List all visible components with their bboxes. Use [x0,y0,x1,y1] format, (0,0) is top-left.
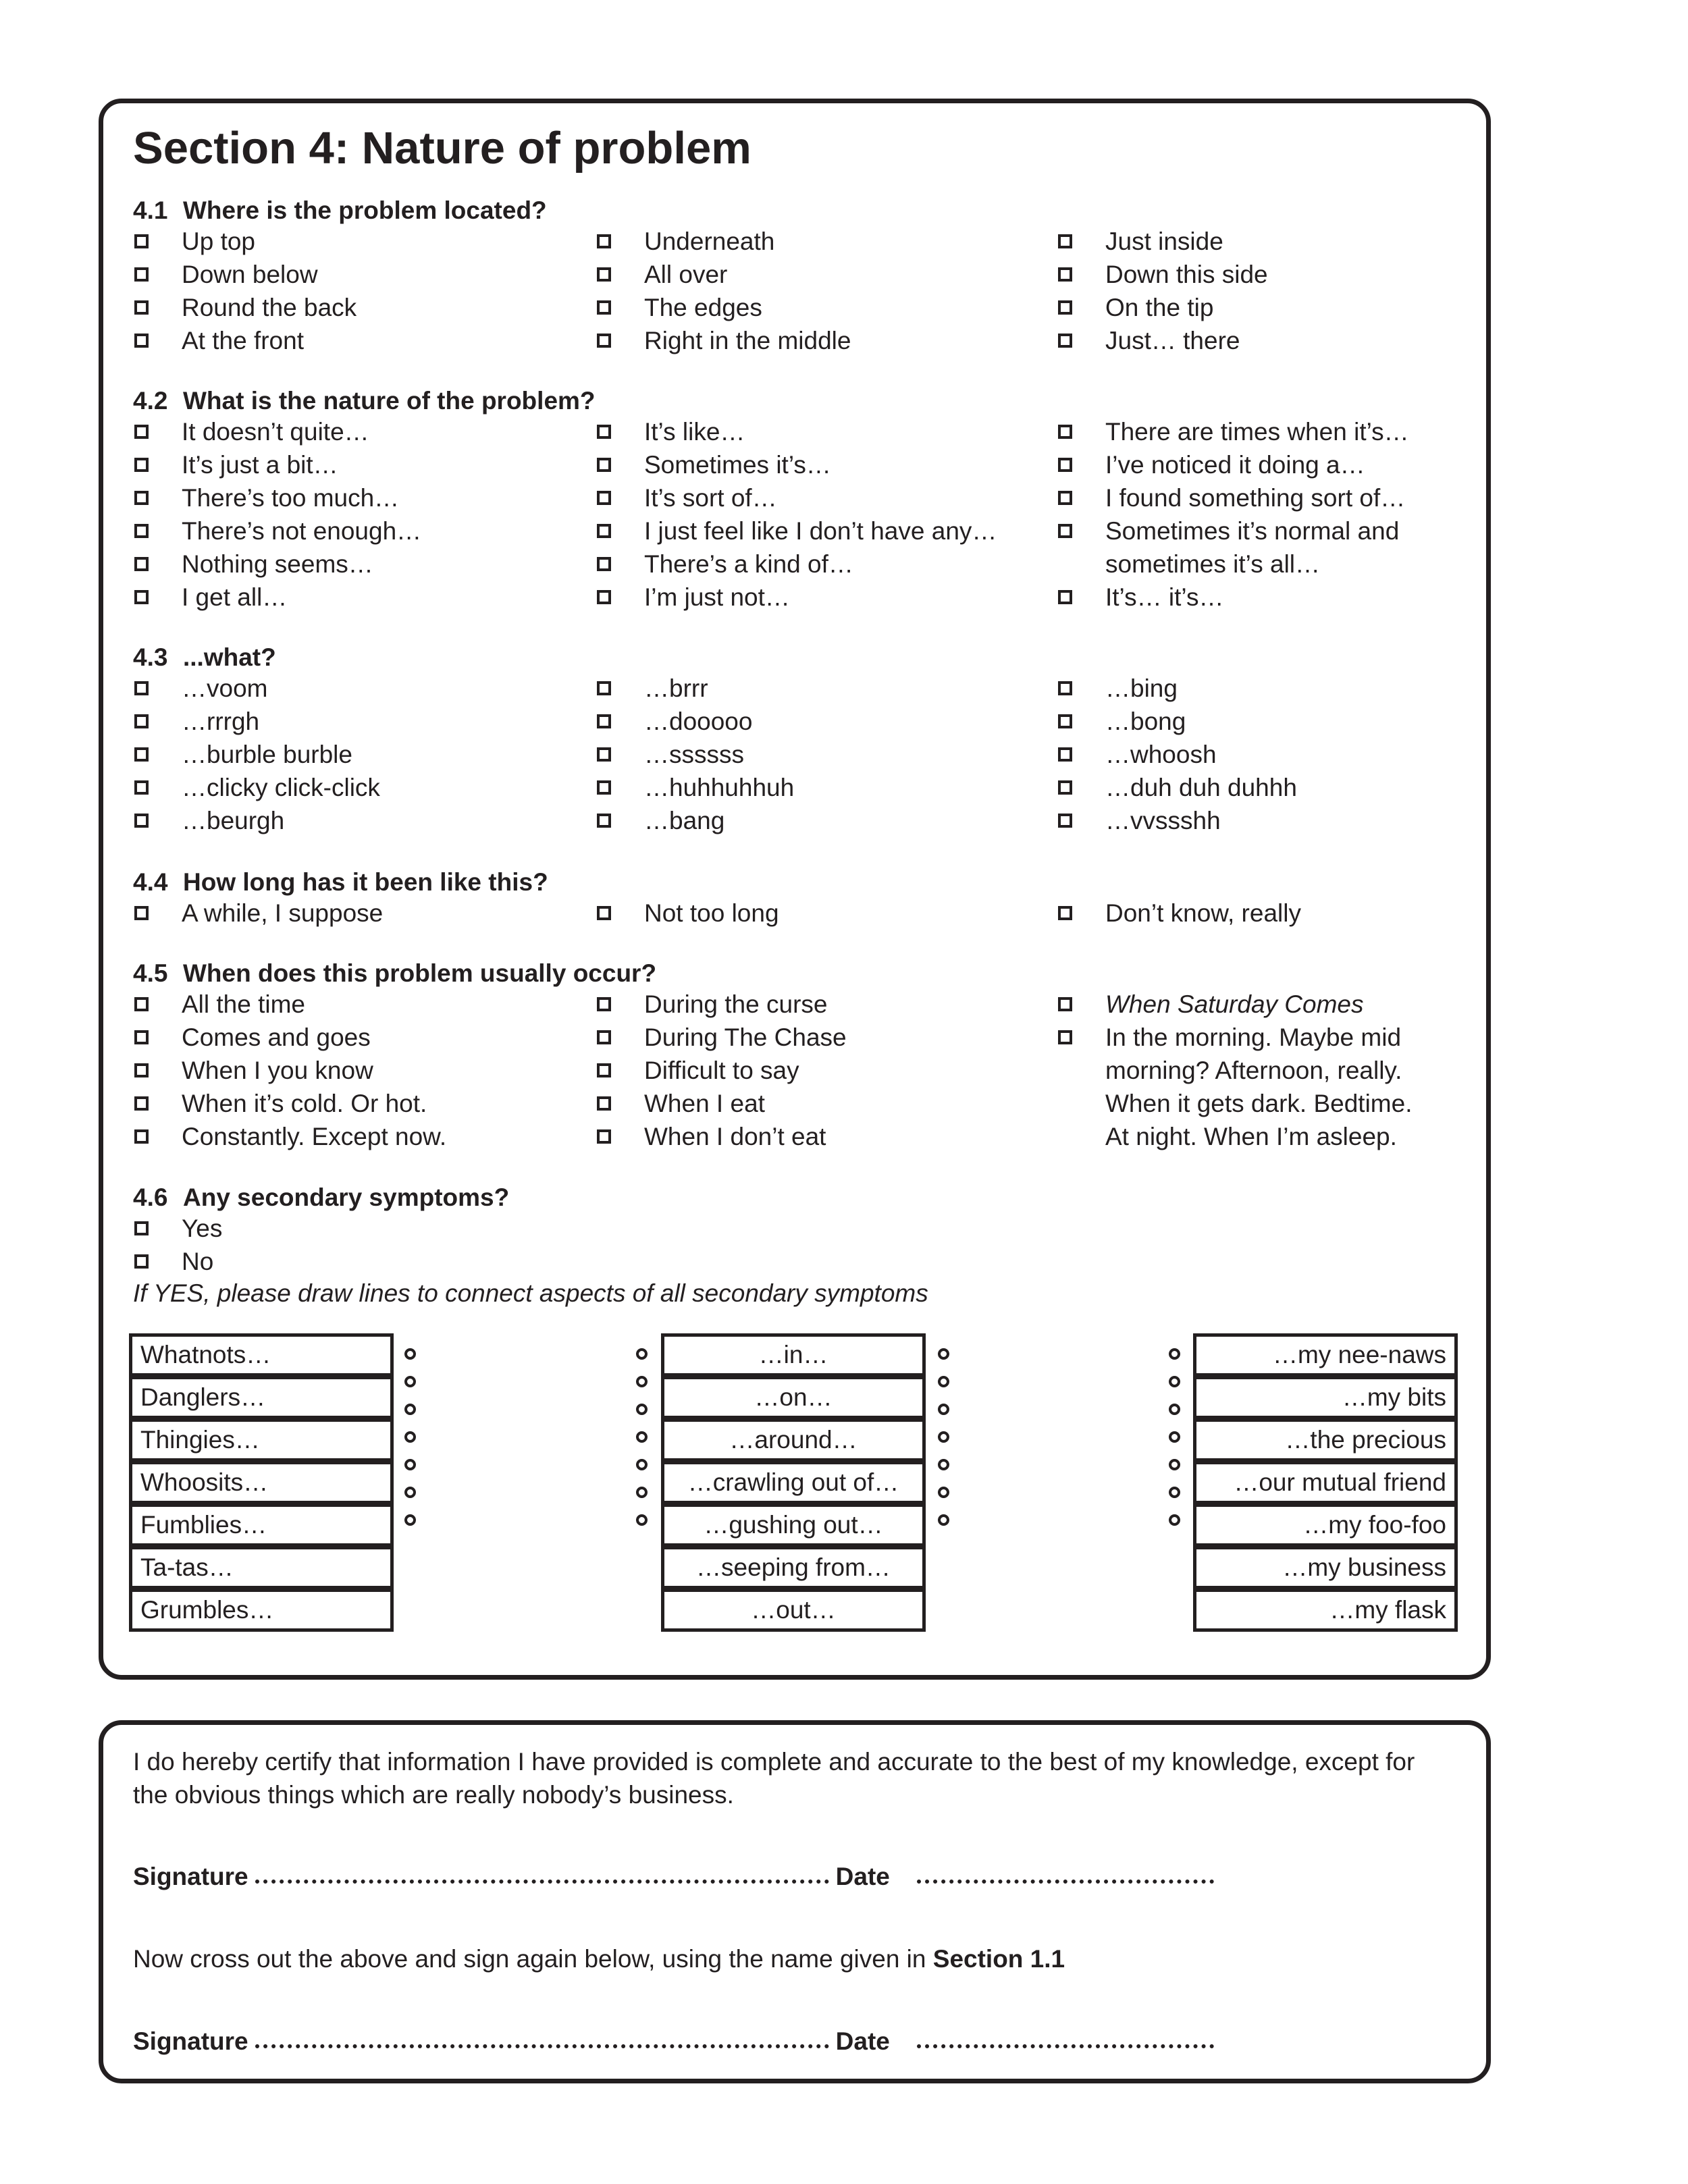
connect-box[interactable]: Whoosits… [129,1461,394,1504]
checkbox[interactable] [1058,997,1072,1011]
q44-column-2 [596,897,779,930]
signature-label: Signature [133,1863,248,1890]
question-4-3: 4.3 ...what? [133,643,276,671]
connect-box[interactable]: …around… [661,1418,926,1462]
checkbox-option[interactable]: When it’s cold. Or hot. [133,1087,446,1120]
checkbox-option[interactable]: …vvssshh [1057,804,1435,837]
checkbox-option[interactable]: When I you know [133,1054,446,1087]
connect-box[interactable]: Grumbles… [129,1589,394,1632]
checkbox[interactable] [1058,681,1072,695]
checkbox-option[interactable]: Underneath [596,225,851,258]
checkbox-option[interactable]: …beurgh [133,804,380,837]
connector-dot[interactable] [636,1514,648,1526]
connector-dot[interactable] [404,1514,416,1526]
signature-row-1 [133,1863,1221,1891]
checkbox[interactable] [597,1030,611,1044]
checkbox-option[interactable]: Difficult to say [596,1054,847,1087]
connect-middle-column [661,1333,926,1632]
connector-dot[interactable] [636,1404,648,1415]
checkbox-option[interactable]: Just… there [1057,324,1435,357]
connect-box[interactable]: Fumblies… [129,1503,394,1547]
checkbox[interactable] [1058,458,1072,472]
connect-box[interactable]: …my bits [1193,1376,1458,1419]
connect-box[interactable]: …on… [661,1376,926,1419]
signature-field[interactable] [255,2044,829,2048]
checkbox[interactable] [597,590,611,604]
checkbox[interactable] [1058,425,1072,439]
checkbox-option[interactable]: During The Chase [596,1021,847,1054]
connector-dot[interactable] [404,1431,416,1443]
checkbox-option[interactable]: Not too long [596,897,779,930]
connector-dot[interactable] [636,1348,648,1360]
checkbox[interactable] [134,997,149,1011]
checkbox-option[interactable]: When I eat [596,1087,847,1120]
checkbox-option[interactable]: A while, I suppose [133,897,383,930]
connector-dot[interactable] [404,1404,416,1415]
checkbox-option[interactable]: Sometimes it’s normal and sometimes it’s all… [1057,514,1435,581]
checkbox[interactable] [134,334,149,348]
connector-dot[interactable] [636,1459,648,1470]
checkbox[interactable] [134,1063,149,1077]
q45-column-3 [1057,988,1435,1153]
checkbox[interactable] [134,557,149,571]
checkbox[interactable] [134,524,149,538]
connector-dot[interactable] [938,1404,949,1415]
checkbox[interactable] [134,300,149,315]
signature-row-2 [133,2027,1221,2056]
connect-box[interactable]: …crawling out of… [661,1461,926,1504]
checkbox-option[interactable]: …bing [1057,672,1435,705]
checkbox[interactable] [134,747,149,762]
checkbox[interactable] [597,524,611,538]
checkbox-option[interactable]: Sometimes it’s… [596,448,997,481]
q44-column-1 [133,897,383,930]
checkbox[interactable] [1058,524,1072,538]
connector-dot[interactable] [636,1376,648,1387]
checkbox-option[interactable]: Down this side [1057,258,1435,291]
checkbox-option[interactable]: There’s a kind of… [596,548,997,581]
checkbox-option[interactable]: When Saturday Comes [1057,988,1435,1021]
checkbox[interactable] [597,1129,611,1144]
q42-column-1 [133,415,421,614]
connector-dot[interactable] [938,1348,949,1360]
checkbox[interactable] [1058,780,1072,795]
checkbox[interactable] [597,557,611,571]
connector-dot[interactable] [1169,1404,1180,1415]
connector-dot[interactable] [1169,1459,1180,1470]
checkbox-option[interactable]: It’s just a bit… [133,448,421,481]
checkbox-option[interactable]: …brrr [596,672,794,705]
checkbox-option[interactable]: It doesn’t quite… [133,415,421,448]
checkbox-option[interactable]: Up top [133,225,357,258]
checkbox[interactable] [597,425,611,439]
checkbox[interactable] [134,491,149,505]
connector-dot[interactable] [404,1487,416,1498]
checkbox-option[interactable]: During the curse [596,988,847,1021]
checkbox[interactable] [1058,747,1072,762]
checkbox[interactable] [597,491,611,505]
checkbox-option[interactable]: I found something sort of… [1057,481,1435,514]
checkbox-option[interactable]: …ssssss [596,738,794,771]
q42-column-2 [596,415,997,614]
connector-dot[interactable] [636,1431,648,1443]
date-field[interactable] [917,2044,1214,2048]
connect-box[interactable]: …my flask [1193,1589,1458,1632]
connect-dots-3 [938,1333,951,1542]
checkbox-option[interactable]: All over [596,258,851,291]
checkbox-option[interactable]: Right in the middle [596,324,851,357]
checkbox[interactable] [1058,714,1072,728]
q45-column-1 [133,988,446,1153]
checkbox[interactable] [134,1030,149,1044]
checkbox-option[interactable]: …huhhuhhuh [596,771,794,804]
connector-dot[interactable] [636,1487,648,1498]
certification-statement: I do hereby certify that information I have provided is complete and accurate to the best of my knowledge, except for the obvious things which are really nobody’s business. [133,1748,1415,1809]
instruction-text: Now cross out the above and sign again below, using the name given in Section 1.1 [133,1945,1065,1973]
connect-box[interactable]: …our mutual friend [1193,1461,1458,1504]
q43-column-3 [1057,672,1435,837]
q46-column-1 [133,1212,222,1278]
connect-box[interactable]: …out… [661,1589,926,1632]
checkbox-option[interactable]: …bang [596,804,794,837]
checkbox-option[interactable]: Just inside [1057,225,1435,258]
connect-box[interactable]: …in… [661,1333,926,1377]
connect-box[interactable]: …my foo-foo [1193,1503,1458,1547]
connect-box[interactable]: Thingies… [129,1418,394,1462]
connector-dot[interactable] [938,1431,949,1443]
question-4-6: 4.6 Any secondary symptoms? [133,1183,510,1211]
checkbox-option[interactable]: Don’t know, really [1057,897,1435,930]
connector-dot[interactable] [404,1348,416,1360]
q43-column-2 [596,672,794,837]
checkbox-option[interactable]: No [133,1245,222,1278]
checkbox[interactable] [597,714,611,728]
connect-box[interactable]: …my business [1193,1546,1458,1589]
connect-box[interactable]: …my nee-naws [1193,1333,1458,1377]
checkbox[interactable] [597,458,611,472]
question-4-1: 4.1 Where is the problem located? [133,196,547,224]
checkbox[interactable] [597,1063,611,1077]
certification-panel [99,1720,1491,2083]
connect-dots-4 [1169,1333,1182,1542]
checkbox-option[interactable]: There’s not enough… [133,514,421,548]
checkbox-option[interactable]: In the morning. Maybe mid morning? Afternoon, really. When it gets dark. Bedtime. At night. When I’m asleep. [1057,1021,1435,1153]
checkbox-option[interactable]: On the tip [1057,291,1435,324]
signature-field[interactable] [255,1880,829,1884]
connect-box[interactable]: Ta-tas… [129,1546,394,1589]
date-label: Date [835,2027,890,2055]
checkbox[interactable] [134,681,149,695]
section-title: Section 4: Nature of problem [133,123,751,174]
connector-dot[interactable] [938,1487,949,1498]
checkbox[interactable] [597,267,611,282]
checkbox-option[interactable]: It’s sort of… [596,481,997,514]
connect-box[interactable]: …gushing out… [661,1503,926,1547]
checkbox-option[interactable]: There are times when it’s… [1057,415,1435,448]
checkbox-option[interactable]: …duh duh duhhh [1057,771,1435,804]
checkbox[interactable] [1058,491,1072,505]
connector-dot[interactable] [404,1376,416,1387]
checkbox[interactable] [597,681,611,695]
date-field[interactable] [917,1880,1214,1884]
checkbox[interactable] [134,714,149,728]
checkbox-option[interactable]: …dooooo [596,705,794,738]
question-4-2: 4.2 What is the nature of the problem? [133,387,596,415]
checkbox-option[interactable]: I’m just not… [596,581,997,614]
checkbox[interactable] [597,1096,611,1111]
section-4-panel [99,99,1491,1680]
checkbox-option[interactable]: Down below [133,258,357,291]
checkbox[interactable] [597,997,611,1011]
checkbox-option[interactable]: The edges [596,291,851,324]
question-4-4: 4.4 How long has it been like this? [133,868,548,896]
checkbox[interactable] [134,458,149,472]
checkbox-option[interactable]: Round the back [133,291,357,324]
checkbox[interactable] [134,1254,149,1269]
checkbox-option[interactable]: …voom [133,672,380,705]
question-4-5: 4.5 When does this problem usually occur? [133,959,657,987]
checkbox[interactable] [597,300,611,315]
checkbox[interactable] [1058,1030,1072,1044]
checkbox[interactable] [597,814,611,828]
connector-dot[interactable] [938,1514,949,1526]
q45-column-2 [596,988,847,1153]
q41-column-3 [1057,225,1435,357]
checkbox-option[interactable]: Yes [133,1212,222,1245]
connect-box[interactable]: Whatnots… [129,1333,394,1377]
checkbox[interactable] [134,814,149,828]
checkbox-option[interactable]: …clicky click-click [133,771,380,804]
checkbox-option[interactable]: It’s like… [596,415,997,448]
connector-dot[interactable] [1169,1514,1180,1526]
checkbox-option[interactable]: When I don’t eat [596,1120,847,1153]
q43-column-1 [133,672,380,837]
checkbox[interactable] [1058,814,1072,828]
checkbox[interactable] [134,1096,149,1111]
checkbox-option[interactable]: There’s too much… [133,481,421,514]
checkbox-option[interactable]: …burble burble [133,738,380,771]
checkbox[interactable] [134,234,149,248]
date-label: Date [835,1863,890,1890]
checkbox-option[interactable]: Comes and goes [133,1021,446,1054]
checkbox[interactable] [597,780,611,795]
checkbox[interactable] [597,234,611,248]
connect-box[interactable]: …the precious [1193,1418,1458,1462]
connect-right-column [1193,1333,1458,1632]
checkbox[interactable] [134,267,149,282]
checkbox[interactable] [134,425,149,439]
checkbox-option[interactable]: …whoosh [1057,738,1435,771]
connect-dots-1 [404,1333,418,1542]
checkbox-option[interactable]: I get all… [133,581,421,614]
checkbox-option[interactable]: I’ve noticed it doing a… [1057,448,1435,481]
checkbox-option[interactable]: Nothing seems… [133,548,421,581]
checkbox-option[interactable]: …bong [1057,705,1435,738]
checkbox[interactable] [134,1221,149,1235]
connector-dot[interactable] [938,1459,949,1470]
checkbox-option[interactable]: All the time [133,988,446,1021]
checkbox-option[interactable]: It’s… it’s… [1057,581,1435,614]
connector-dot[interactable] [938,1376,949,1387]
checkbox[interactable] [134,906,149,920]
signature-label: Signature [133,2027,248,2055]
q41-column-1 [133,225,357,357]
checkbox[interactable] [134,590,149,604]
checkbox[interactable] [134,1129,149,1144]
checkbox[interactable] [597,334,611,348]
checkbox[interactable] [1058,234,1072,248]
checkbox-option[interactable]: I just feel like I don’t have any… [596,514,997,548]
connector-dot[interactable] [404,1459,416,1470]
checkbox-option[interactable]: …rrrgh [133,705,380,738]
q42-column-3 [1057,415,1435,614]
checkbox[interactable] [1058,334,1072,348]
connect-dots-2 [636,1333,650,1542]
connect-left-column [129,1333,394,1632]
q44-column-3 [1057,897,1435,930]
checkbox[interactable] [597,747,611,762]
instruction-note: If YES, please draw lines to connect aspects of all secondary symptoms [133,1279,928,1307]
connector-dot[interactable] [1169,1431,1180,1443]
connector-dot[interactable] [1169,1487,1180,1498]
connect-box[interactable]: …seeping from… [661,1546,926,1589]
connector-dot[interactable] [1169,1348,1180,1360]
q41-column-2 [596,225,851,357]
checkbox[interactable] [597,906,611,920]
checkbox-option[interactable]: At the front [133,324,357,357]
connect-box[interactable]: Danglers… [129,1376,394,1419]
checkbox[interactable] [134,780,149,795]
checkbox[interactable] [1058,906,1072,920]
checkbox-option[interactable]: Constantly. Except now. [133,1120,446,1153]
checkbox[interactable] [1058,300,1072,315]
checkbox[interactable] [1058,590,1072,604]
checkbox[interactable] [1058,267,1072,282]
connector-dot[interactable] [1169,1376,1180,1387]
